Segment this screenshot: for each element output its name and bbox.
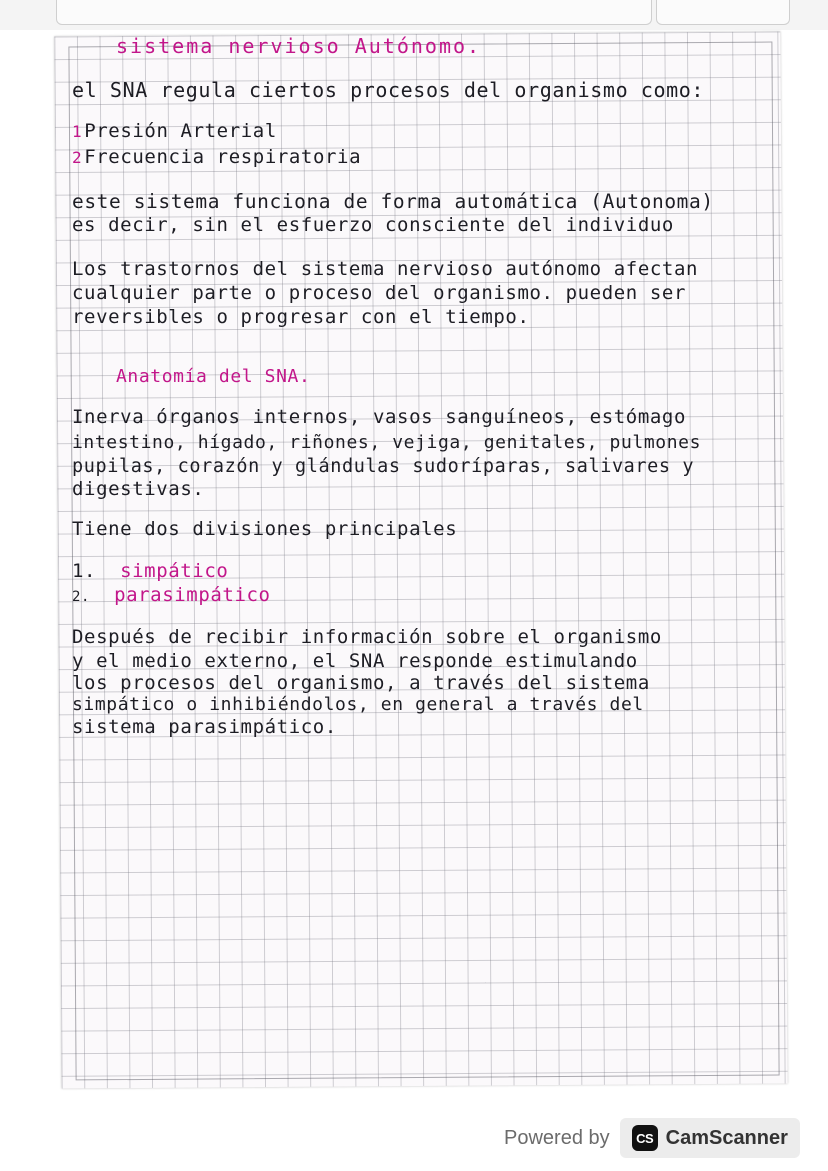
camscanner-logo-icon: CS: [632, 1125, 658, 1151]
section-subtitle: Anatomía del SNA.: [116, 366, 311, 387]
intro-line: el SNA regula ciertos procesos del organismo como:: [72, 78, 705, 102]
paragraph-line: sistema parasimpático.: [72, 716, 337, 738]
list-item-presion: [72, 120, 277, 142]
paragraph-line: los procesos del organismo, a través del sistema: [72, 672, 650, 694]
paragraph-line: Inerva órganos internos, vasos sanguíneos, estómago: [72, 406, 686, 428]
list-text: Presión Arterial: [84, 120, 277, 142]
list-item-frecuencia: [72, 146, 361, 168]
footer-watermark: [504, 1118, 800, 1158]
paragraph-line: este sistema funciona de forma automática (Autonoma): [72, 190, 714, 213]
paragraph-line: pupilas, corazón y glándulas sudoríparas, salivares y: [72, 456, 695, 477]
list-number: 2: [72, 148, 83, 167]
brand-name: CamScanner: [665, 1126, 788, 1149]
powered-by-label: Powered by: [504, 1126, 610, 1149]
paragraph-line: Después de recibir información sobre el organismo: [72, 626, 662, 648]
list-number: 1.: [72, 560, 97, 582]
list-text: simpático: [120, 560, 229, 582]
top-bar: [0, 0, 828, 30]
camscanner-badge: [620, 1118, 800, 1158]
list-number: 1: [72, 122, 83, 141]
paragraph-line: digestivas.: [72, 478, 205, 500]
notes-title: sistema nervioso Autónomo.: [116, 34, 482, 58]
paragraph-line: Los trastornos del sistema nervioso autónomo afectan: [72, 258, 699, 280]
paragraph-line: y el medio externo, el SNA responde estimulando: [72, 650, 638, 672]
list-number: 2.: [72, 589, 91, 605]
paragraph-line: cualquier parte o proceso del organismo. pueden ser: [72, 282, 686, 304]
paragraph-line: simpático o inhibiéndolos, en general a través del: [72, 694, 644, 715]
list-text: parasimpático: [114, 584, 271, 606]
paragraph-line: es decir, sin el esfuerzo consciente del individuo: [72, 214, 674, 236]
paragraph-line: reversibles o progresar con el tiempo.: [72, 306, 530, 328]
list-item-parasimpatico: [72, 584, 271, 606]
top-tab-right: [656, 0, 790, 25]
divisions-intro: Tiene dos divisiones principales: [72, 518, 458, 540]
top-tab-left: [56, 0, 652, 25]
list-text: Frecuencia respiratoria: [84, 146, 362, 168]
paragraph-line: intestino, hígado, riñones, vejiga, genitales, pulmones: [72, 432, 702, 453]
list-item-simpatico: [72, 560, 228, 582]
